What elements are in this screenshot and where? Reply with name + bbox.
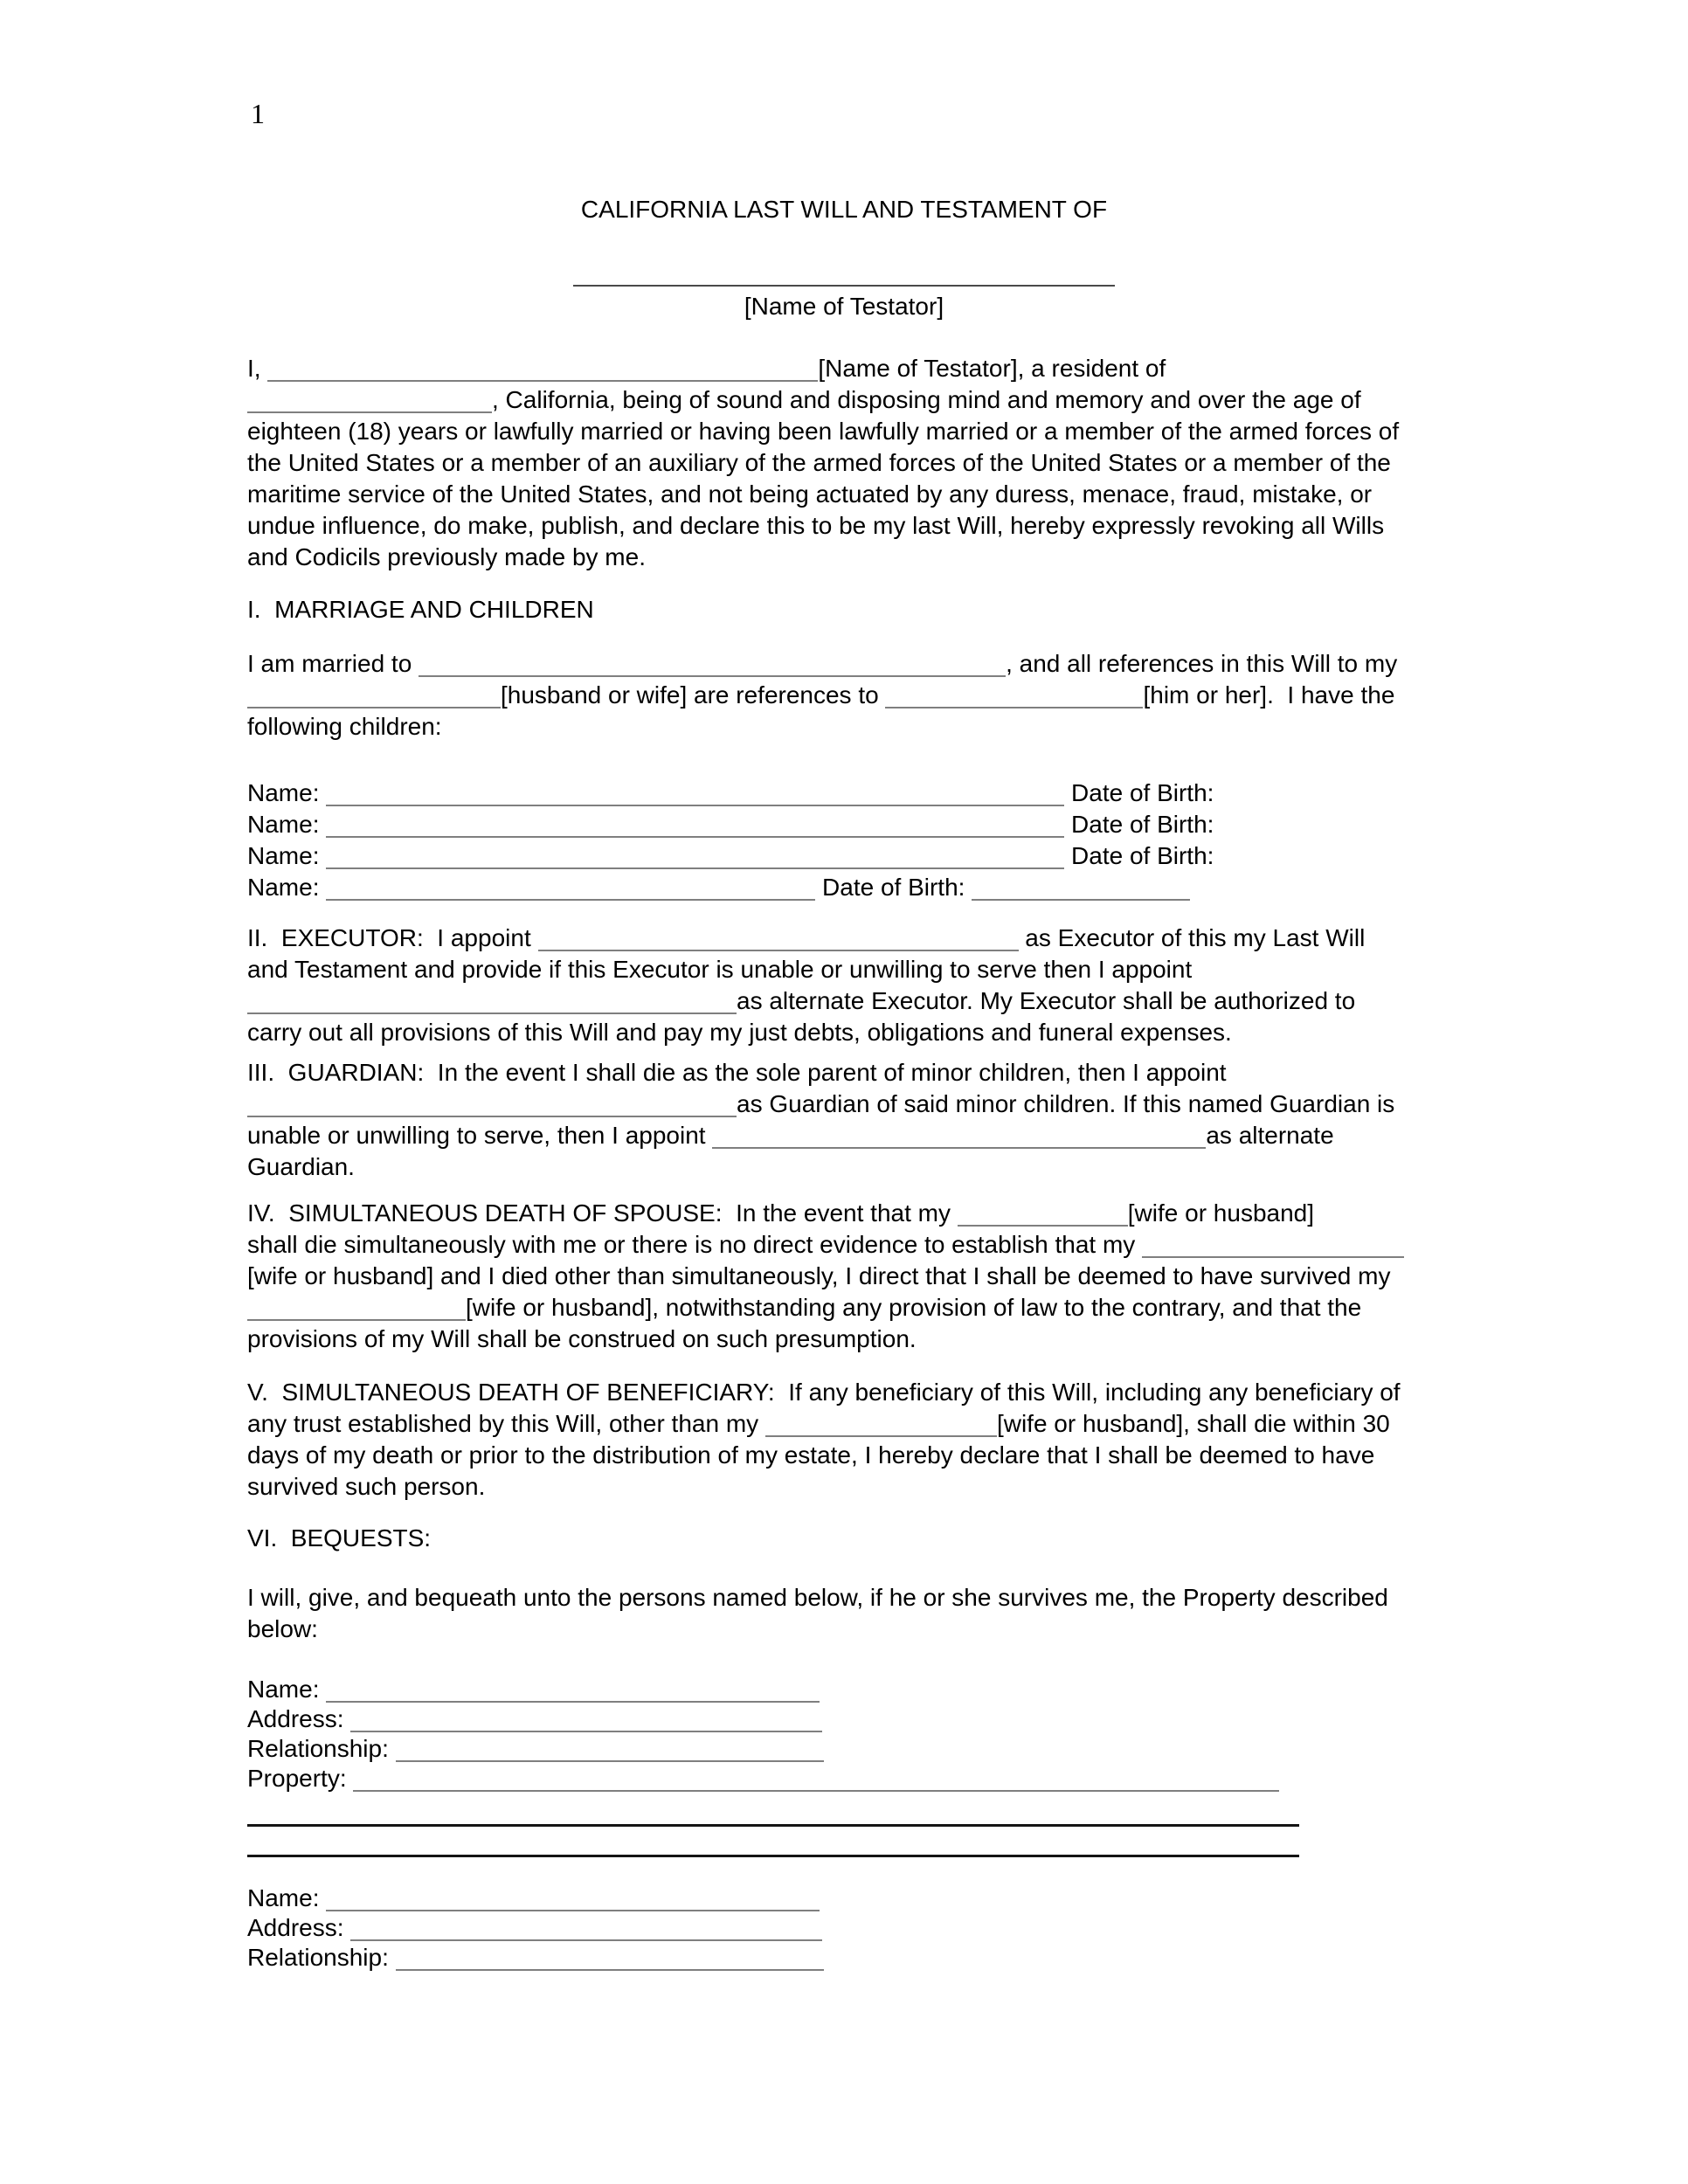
bequest1-property-row: [247, 1763, 1279, 1794]
guardian-line-2-post: as Guardian of said minor children. If this named Guardian is: [737, 1090, 1395, 1117]
testator-name-field[interactable]: [267, 379, 818, 382]
beneficiary-death-line-1: V. SIMULTANEOUS DEATH OF BENEFICIARY: If any beneficiary of this Will, including any beneficiary of: [247, 1379, 1401, 1406]
guardian-line-2: [247, 1089, 1394, 1120]
bequest-name-label: Name:: [247, 1884, 320, 1911]
testator-name-caption: [Name of Testator]: [744, 293, 944, 320]
marriage-line-2-post: [him or her]. I have the: [1143, 681, 1395, 708]
executor-line-3-post: as alternate Executor. My Executor shall be authorized to: [737, 987, 1356, 1014]
spouse-death-line-1-post: [wife or husband]: [1127, 1199, 1315, 1227]
guardian-line-4: Guardian.: [247, 1153, 355, 1180]
spouse-death-field-3[interactable]: [247, 1318, 466, 1321]
guardian-line-3-pre: unable or unwilling to serve, then I appoint: [247, 1122, 706, 1149]
bequests-intro-line-1: I will, give, and bequeath unto the persons named below, if he or she survives me, the Property described: [247, 1584, 1388, 1611]
bequest-name-label: Name:: [247, 1676, 320, 1703]
spouse-death-line-2: [247, 1229, 1404, 1261]
spouse-death-line-3: [wife or husband] and I died other than simultaneously, I direct that I shall be deemed to have survived my: [247, 1262, 1391, 1289]
beneficiary-spouse-field[interactable]: [765, 1434, 997, 1437]
bequest-address-label: Address:: [247, 1914, 344, 1941]
spouse-death-field-1[interactable]: [958, 1224, 1128, 1227]
child-name-field-2[interactable]: [326, 835, 1064, 838]
spouse-death-field-2[interactable]: [1142, 1255, 1404, 1258]
marriage-line-2: [247, 680, 1394, 711]
bequest2-address-field[interactable]: [350, 1939, 822, 1941]
executor-line-3: [247, 985, 1355, 1017]
bequest1-name-field[interactable]: [326, 1700, 820, 1703]
opening-line-1-pre: I,: [247, 355, 261, 382]
opening-line-2-text: , California, being of sound and disposing mind and memory and over the age of: [492, 386, 1361, 413]
child-dob-label: Date of Birth:: [1071, 779, 1214, 806]
section-bequests-heading: VI. BEQUESTS:: [247, 1524, 432, 1552]
child-name-field-4[interactable]: [326, 898, 815, 901]
spouse-death-line-2-pre: shall die simultaneously with me or there is no direct evidence to establish that my: [247, 1231, 1136, 1258]
marriage-line-3: following children:: [247, 713, 442, 740]
opening-line-4: the United States or a member of an auxiliary of the armed forces of the United States or a member of the: [247, 449, 1391, 476]
bequest-relationship-label: Relationship:: [247, 1944, 389, 1971]
guardian-name-field[interactable]: [247, 1115, 737, 1117]
opening-line-7: and Codicils previously made by me.: [247, 543, 646, 570]
bequest1-property-field[interactable]: [353, 1789, 1279, 1792]
child-name-label: Name:: [247, 842, 320, 869]
spouse-death-line-1: [247, 1198, 1314, 1229]
testator-name-blank[interactable]: [573, 285, 1115, 287]
spouse-death-line-4: [247, 1292, 1361, 1324]
page-number: 1: [251, 98, 265, 129]
bequest-property-label: Property:: [247, 1765, 347, 1792]
marriage-line-1-pre: I am married to: [247, 650, 412, 677]
bequest-address-label: Address:: [247, 1705, 344, 1732]
spouse-name-field[interactable]: [419, 674, 1006, 677]
child-row-4: [247, 872, 1190, 903]
child-row-2: [247, 809, 1214, 840]
guardian-line-1: III. GUARDIAN: In the event I shall die as the sole parent of minor children, then I appoint: [247, 1059, 1227, 1086]
marriage-line-1-post: , and all references in this Will to my: [1006, 650, 1398, 677]
child-dob-label: Date of Birth:: [822, 874, 965, 901]
child-name-label: Name:: [247, 779, 320, 806]
child-row-1: [247, 778, 1214, 809]
bequests-intro-line-2: below:: [247, 1615, 318, 1642]
bequest2-address-row: [247, 1912, 822, 1944]
beneficiary-death-line-4: survived such person.: [247, 1473, 486, 1500]
beneficiary-death-line-2-post: [wife or husband], shall die within 30: [996, 1410, 1390, 1437]
bequest1-relationship-field[interactable]: [396, 1759, 824, 1762]
bequest-relationship-label: Relationship:: [247, 1735, 389, 1762]
child-name-label: Name:: [247, 811, 320, 838]
executor-line-4: carry out all provisions of this Will and pay my just debts, obligations and funeral expenses.: [247, 1019, 1232, 1046]
him-or-her-field[interactable]: [885, 706, 1143, 708]
opening-line-1: [247, 353, 1166, 384]
bequest2-name-field[interactable]: [326, 1909, 820, 1911]
executor-line-1-post: as Executor of this my Last Will: [1025, 924, 1366, 951]
husband-or-wife-field[interactable]: [247, 706, 501, 708]
beneficiary-death-line-3: days of my death or prior to the distribution of my estate, I hereby declare that I shall be deemed to have: [247, 1441, 1375, 1469]
opening-line-3: eighteen (18) years or lawfully married or having been lawfully married or a member of the armed forces of: [247, 418, 1400, 445]
bequest2-relationship-row: [247, 1942, 824, 1973]
alternate-guardian-field[interactable]: [712, 1146, 1206, 1149]
marriage-line-2-mid: [husband or wife] are references to: [501, 681, 879, 708]
child-name-label: Name:: [247, 874, 320, 901]
bequest1-name-row: [247, 1674, 820, 1705]
opening-line-6: undue influence, do make, publish, and declare this to be my last Will, hereby expressly revoking all Wills: [247, 512, 1385, 539]
opening-line-2: [247, 384, 1361, 416]
executor-line-1: [247, 923, 1365, 954]
guardian-line-3: [247, 1120, 1334, 1151]
child-row-3: [247, 840, 1214, 872]
alternate-executor-field[interactable]: [247, 1012, 737, 1014]
child-name-field-3[interactable]: [326, 867, 1064, 869]
property-continuation-line-2[interactable]: [247, 1855, 1299, 1857]
document-title: CALIFORNIA LAST WILL AND TESTAMENT OF: [580, 196, 1108, 223]
bequest1-address-row: [247, 1704, 822, 1735]
child-name-field-1[interactable]: [326, 804, 1064, 806]
bequest1-relationship-row: [247, 1733, 824, 1765]
executor-name-field[interactable]: [538, 949, 1019, 951]
spouse-death-heading: IV. SIMULTANEOUS DEATH OF SPOUSE: In the event that my: [247, 1199, 951, 1227]
bequest1-address-field[interactable]: [350, 1730, 822, 1732]
bequest2-name-row: [247, 1883, 820, 1914]
child-dob-field-4[interactable]: [972, 898, 1190, 901]
section-marriage-heading: I. MARRIAGE AND CHILDREN: [247, 596, 594, 623]
county-field[interactable]: [247, 411, 492, 413]
child-dob-label: Date of Birth:: [1071, 811, 1214, 838]
opening-line-5: maritime service of the United States, and not being actuated by any duress, menace, fraud, mistake, or: [247, 480, 1373, 508]
spouse-death-line-5: provisions of my Will shall be construed on such presumption.: [247, 1325, 917, 1352]
marriage-line-1: [247, 648, 1397, 680]
property-continuation-line-1[interactable]: [247, 1824, 1299, 1827]
spouse-death-line-4-post: [wife or husband], notwithstanding any provision of law to the contrary, and that the: [466, 1294, 1362, 1321]
executor-line-2: and Testament and provide if this Executor is unable or unwilling to serve then I appoint: [247, 956, 1193, 983]
beneficiary-death-line-2-pre: any trust established by this Will, other than my: [247, 1410, 759, 1437]
child-dob-label: Date of Birth:: [1071, 842, 1214, 869]
guardian-line-3-post: as alternate: [1206, 1122, 1334, 1149]
opening-line-1-post: [Name of Testator], a resident of: [818, 355, 1166, 382]
executor-heading: II. EXECUTOR: I appoint: [247, 924, 531, 951]
beneficiary-death-line-2: [247, 1408, 1390, 1440]
bequest2-relationship-field[interactable]: [396, 1968, 824, 1971]
